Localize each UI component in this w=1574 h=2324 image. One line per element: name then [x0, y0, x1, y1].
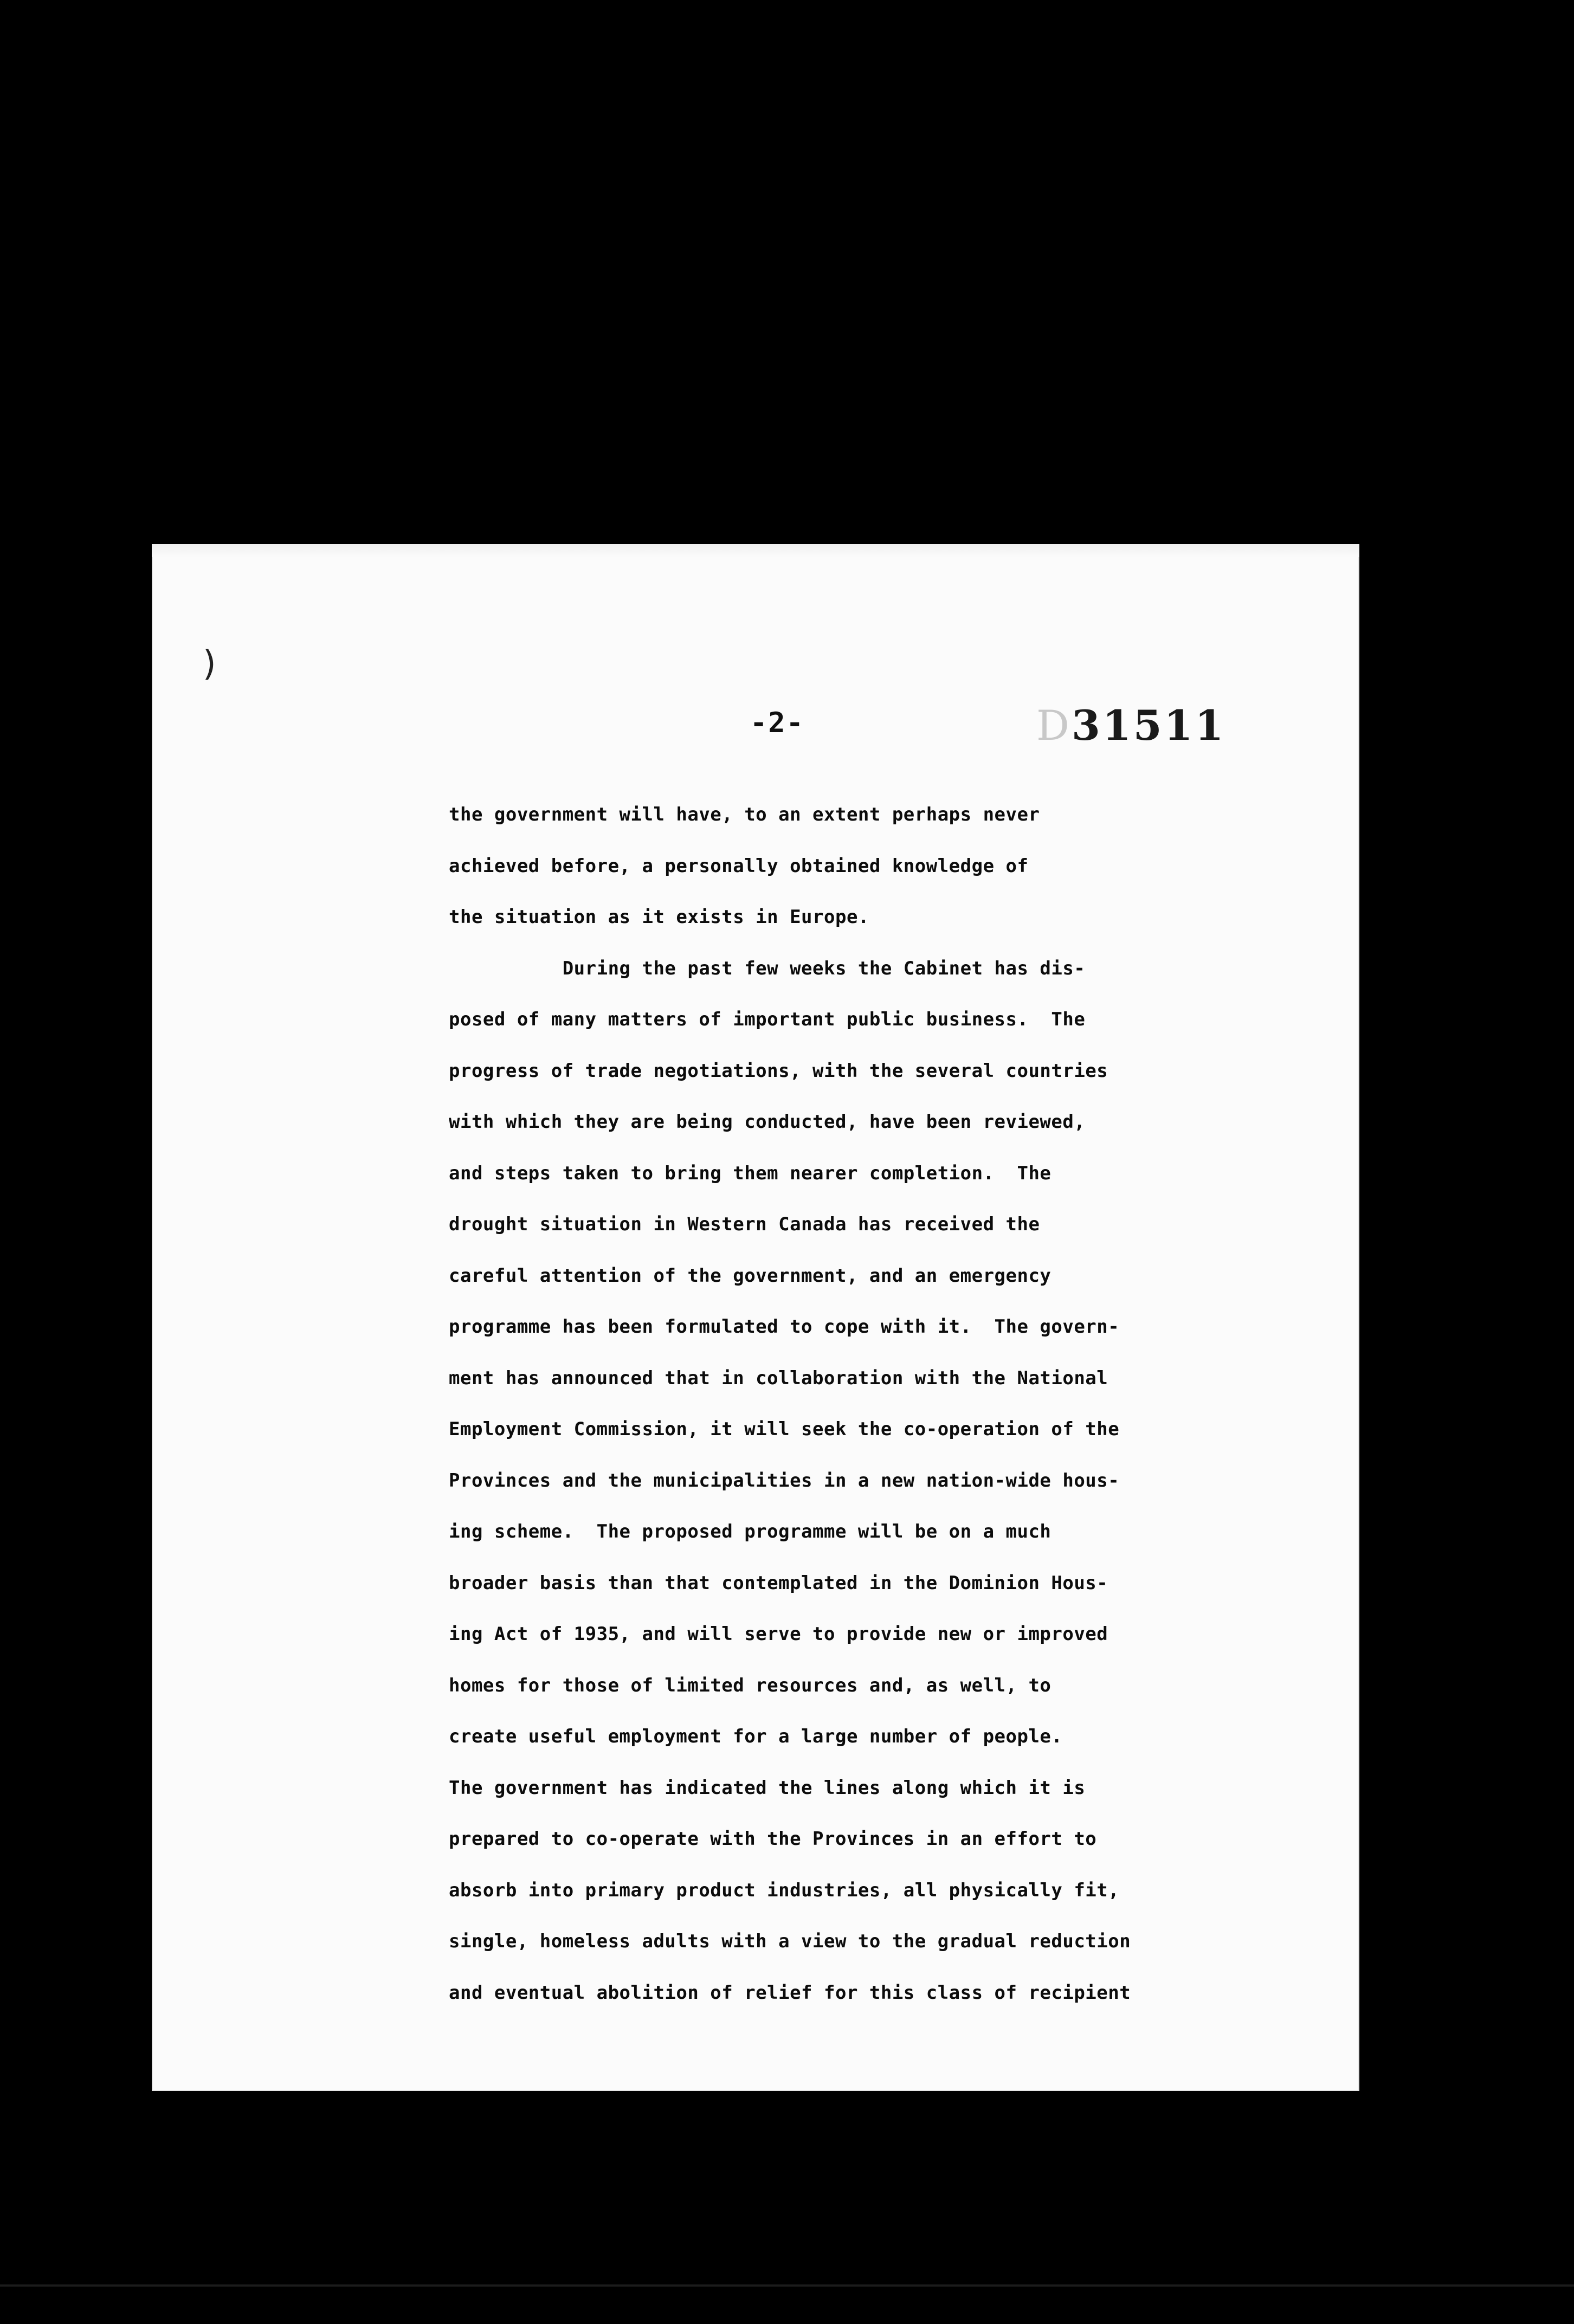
text-line: ment has announced that in collaboration with the National [449, 1367, 1108, 1389]
text-line: drought situation in Western Canada has received the [449, 1213, 1040, 1235]
text-line: and steps taken to bring them nearer completion. The [449, 1162, 1052, 1184]
text-line: homes for those of limited resources and, as well, to [449, 1674, 1052, 1696]
text-line: create useful employment for a large number of people. [449, 1726, 1063, 1747]
text-line: Provinces and the municipalities in a new nation-wide hous- [449, 1469, 1120, 1492]
body-text [449, 789, 1359, 2018]
page-top-edge [152, 544, 1359, 557]
margin-mark: ) [199, 644, 221, 684]
text-line: prepared to co-operate with the Provinces in an effort to [449, 1828, 1097, 1850]
text-line: the situation as it exists in Europe. [449, 906, 869, 928]
text-line: single, homeless adults with a view to the gradual reduction [449, 1931, 1131, 1952]
text-line: progress of trade negotiations, with the several countries [449, 1060, 1108, 1082]
text-line: ing Act of 1935, and will serve to provide new or improved [449, 1623, 1108, 1645]
film-edge-line [0, 2284, 1574, 2287]
text-line: The government has indicated the lines along which it is [449, 1777, 1086, 1799]
page-number: -2- [750, 707, 804, 739]
text-line: broader basis than that contemplated in the Dominion Hous- [449, 1572, 1108, 1594]
text-line: posed of many matters of important public business. The [449, 1009, 1086, 1030]
text-line: careful attention of the government, and an emergency [449, 1264, 1052, 1287]
text-line: During the past few weeks the Cabinet has dis- [449, 957, 1086, 979]
text-line: absorb into primary product industries, all physically fit, [449, 1879, 1120, 1901]
text-line: and eventual abolition of relief for this class of recipient [449, 1981, 1131, 2004]
text-line: Employment Commission, it will seek the co-operation of the [449, 1418, 1120, 1440]
text-line: the government will have, to an extent perhaps never [449, 804, 1040, 825]
document-code [1036, 701, 1225, 750]
text-line: with which they are being conducted, have been reviewed, [449, 1111, 1086, 1133]
text-line: ing scheme. The proposed programme will be on a much [449, 1521, 1052, 1542]
text-line: programme has been formulated to cope with it. The govern- [449, 1316, 1120, 1338]
document-code-prefix: D [1036, 701, 1072, 750]
text-line: achieved before, a personally obtained knowledge of [449, 855, 1029, 877]
document-code-number: 31511 [1071, 701, 1226, 750]
